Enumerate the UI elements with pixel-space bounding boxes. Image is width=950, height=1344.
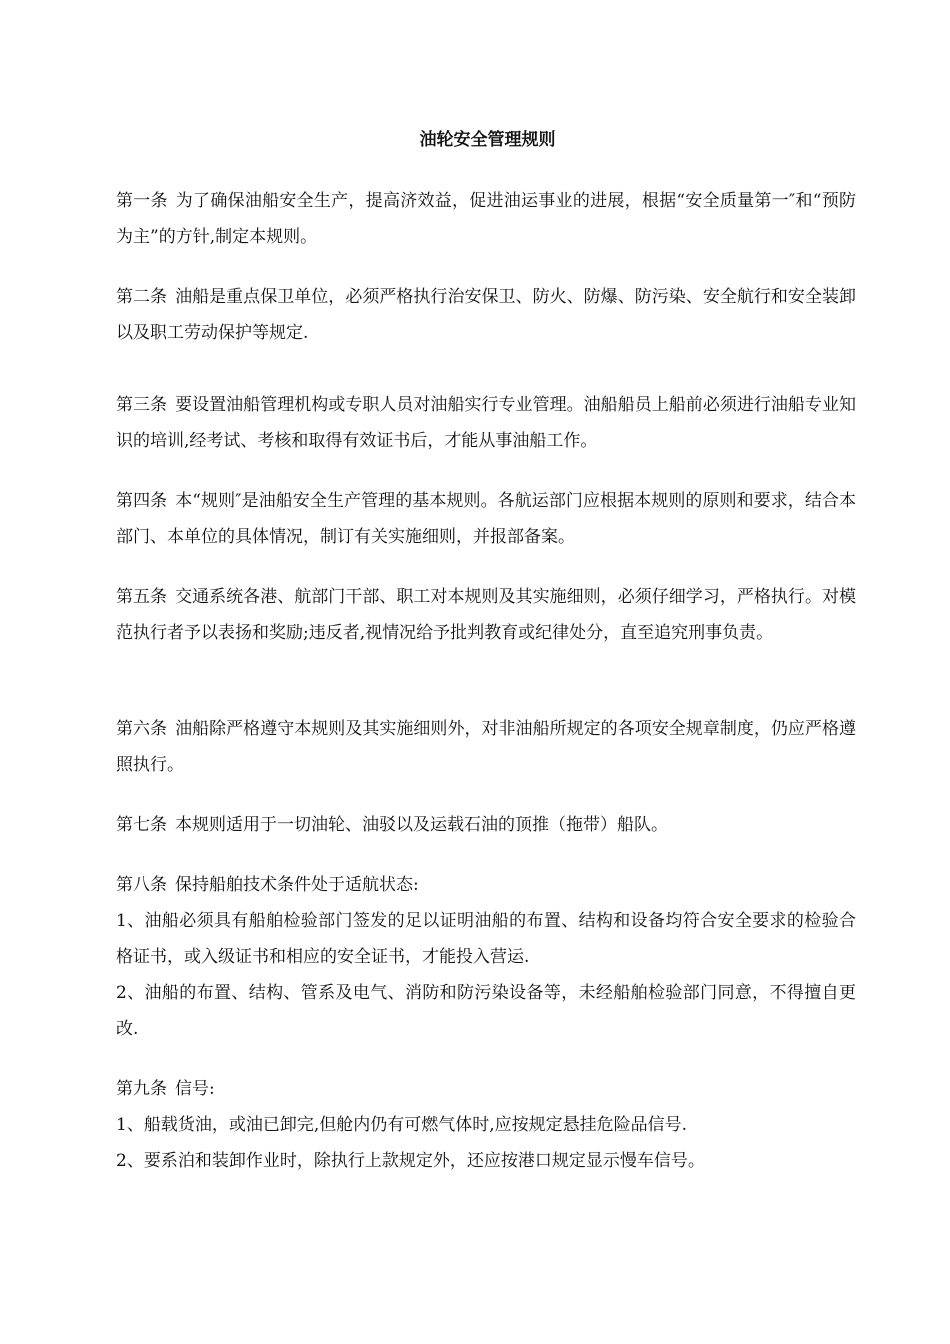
article-number: 第七条 [116,815,167,835]
article-number: 第八条 [116,875,167,895]
article-8 [116,868,856,904]
article-1 [116,184,856,255]
item-text: 1、船载货油，或油已卸完,但舱内仍有可燃气体时,应按规定悬挂危险品信号. [116,1115,688,1135]
article-9-item-2 [116,1144,856,1180]
article-text: 油船是重点保卫单位，必须严格执行治安保卫、防火、防爆、防污染、安全航行和安全装卸以及职工劳动保护等规定. [116,287,857,343]
item-text: 2、油船的布置、结构、管系及电气、消防和防污染设备等，未经船舶检验部门同意，不得擅自更改. [116,983,856,1039]
article-number: 第四条 [116,491,168,511]
document-title: 油轮安全管理规则 [419,130,556,150]
article-9-item-1 [116,1108,856,1144]
article-number: 第九条 [116,1079,167,1099]
article-text: 保持船舶技术条件处于适航状态: [175,875,419,895]
article-3 [116,388,856,459]
article-text: 为了确保油船安全生产，提高济效益，促进油运事业的进展，根据“安全质量第一″和“预防为主”的方针,制定本规则。 [116,191,857,247]
item-text: 1、油船必须具有船舶检验部门签发的足以证明油船的布置、结构和设备均符合安全要求的检验合格证书，或入级证书和相应的安全证书，才能投入营运. [116,911,856,967]
article-text: 交通系统各港、航部门干部、职工对本规则及其实施细则，必须仔细学习，严格执行。对模范执行者予以表扬和奖励;违反者,视情况给予批判教育或纪律处分，直至追究刑事负责。 [116,587,857,643]
article-text: 信号: [175,1079,215,1099]
article-number: 第六条 [116,719,168,739]
article-8-item-1 [116,904,856,975]
article-number: 第一条 [116,191,168,211]
article-text: 本“规则″是油船安全生产管理的基本规则。各航运部门应根据本规则的原则和要求，结合本部门、本单位的具体情况，制订有关实施细则，并报部备案。 [116,491,857,547]
article-5 [116,580,856,651]
article-7 [116,808,856,844]
article-4 [116,484,856,555]
article-6 [116,712,856,783]
article-2 [116,280,856,351]
article-text: 本规则适用于一切油轮、油驳以及运载石油的顶推（拖带）船队。 [175,815,668,835]
article-number: 第五条 [116,587,168,607]
article-8-item-2 [116,976,856,1047]
article-text: 要设置油船管理机构或专职人员对油船实行专业管理。油船船员上船前必须进行油船专业知识的培训,经考试、考核和取得有效证书后，才能从事油船工作。 [116,395,857,451]
article-number: 第二条 [116,287,168,307]
item-text: 2、要系泊和装卸作业时，除执行上款规定外，还应按港口规定显示慢车信号。 [116,1151,705,1171]
article-text: 油船除严格遵守本规则及其实施细则外，对非油船所规定的各项安全规章制度，仍应严格遵照执行。 [116,719,857,775]
article-9 [116,1072,856,1108]
article-number: 第三条 [116,395,168,415]
